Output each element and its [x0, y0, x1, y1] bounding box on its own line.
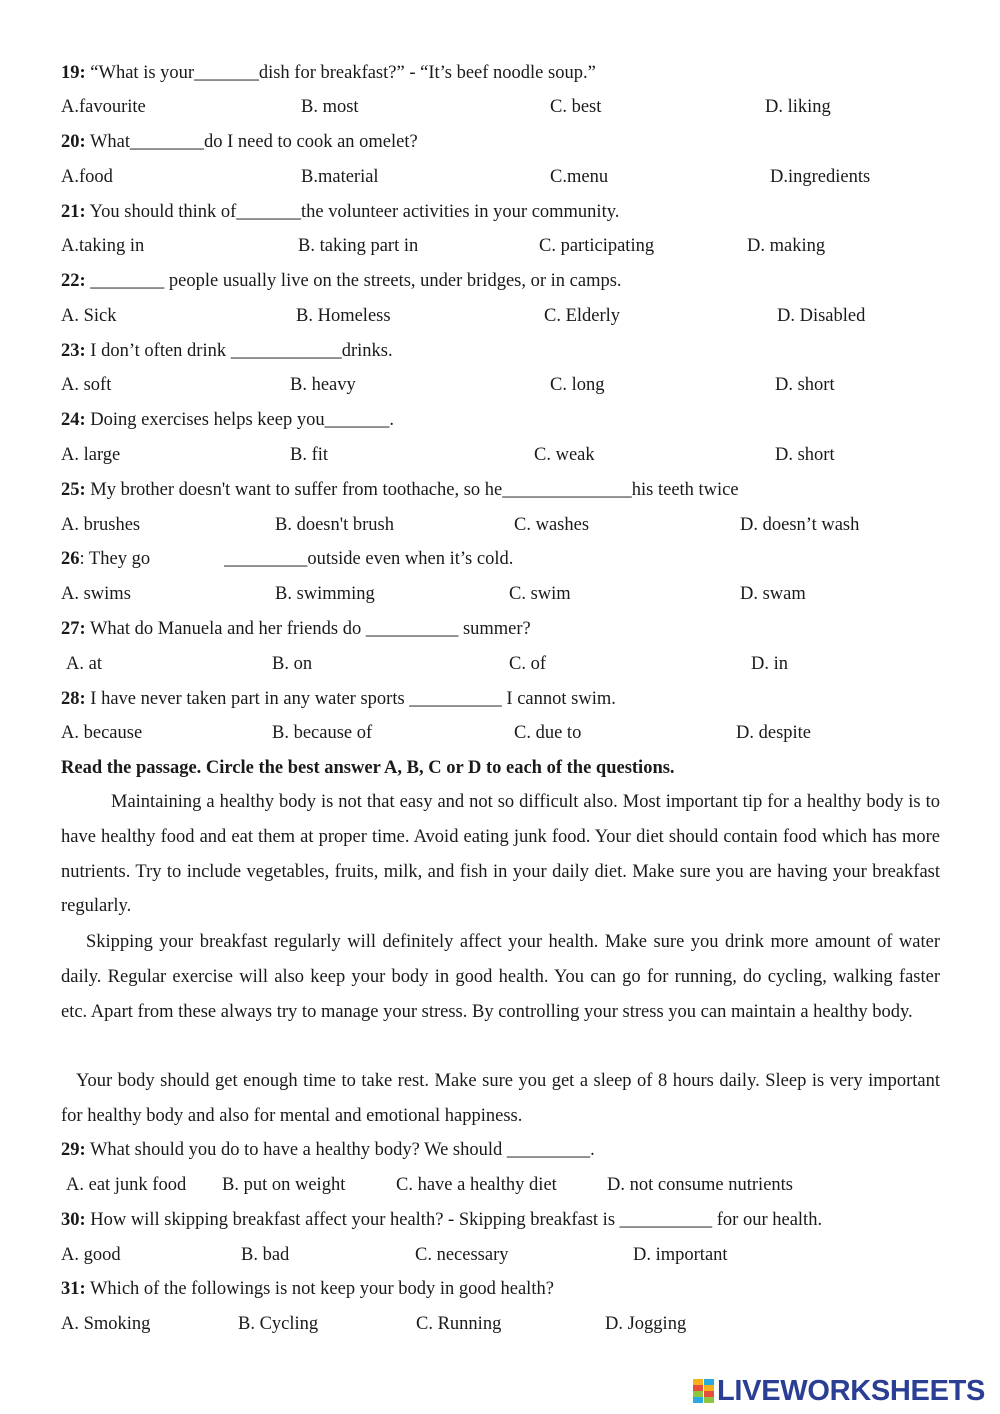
option-a[interactable]: A. because: [61, 723, 143, 743]
option-a[interactable]: A. good: [61, 1245, 121, 1265]
question-number: 28:: [61, 689, 86, 709]
question-stem: What________do I need to cook an omelet?: [85, 132, 418, 152]
option-c[interactable]: C. best: [550, 97, 602, 117]
option-d[interactable]: D. swam: [740, 584, 806, 604]
option-b[interactable]: B. Cycling: [238, 1314, 319, 1334]
option-b[interactable]: B. taking part in: [298, 236, 419, 256]
option-b[interactable]: B. swimming: [275, 584, 375, 604]
question-stem: : They go _________outside even when it’s cold.: [79, 549, 514, 569]
question-number: 21:: [61, 202, 86, 222]
option-b[interactable]: B. heavy: [290, 375, 356, 395]
option-c[interactable]: C. long: [550, 375, 605, 395]
question-number: 26: [61, 549, 80, 569]
question-stem: What do Manuela and her friends do __________ summer?: [85, 619, 531, 639]
option-d[interactable]: D. short: [775, 445, 835, 465]
option-a[interactable]: A.taking in: [61, 236, 145, 256]
passage-paragraph-2: Skipping your breakfast regularly will definitely affect your health. Make sure you drink more amount of water daily. Regular exercise will also keep your body in good health. You can go for running, do cycling, walking faster etc. Apart from these always try to manage your stress. By controlling your stress you can maintain a healthy body.: [61, 932, 940, 1022]
question-number: 31:: [61, 1279, 86, 1299]
option-c[interactable]: C. Elderly: [544, 306, 621, 326]
liveworksheets-logo: [693, 1374, 985, 1408]
passage-paragraph-1: Maintaining a healthy body is not that easy and not so difficult also. Most important tip for a healthy body is to have healthy food and eat them at proper time. Avoid eating junk food. Your diet should contain food which has more nutrients. Try to include vegetables, fruits, milk, and fish in your daily diet. Make sure you are having your breakfast regularly.: [61, 792, 940, 917]
question-stem: How will skipping breakfast affect your health? - Skipping breakfast is __________ for our health.: [85, 1210, 823, 1230]
question-28: [61, 682, 941, 716]
option-c[interactable]: C. of: [509, 654, 546, 674]
option-d[interactable]: D.ingredients: [770, 167, 871, 187]
question-25: [61, 473, 941, 507]
reading-instruction: Read the passage. Circle the best answer A, B, C or D to each of the questions.: [61, 758, 675, 778]
option-a[interactable]: A. eat junk food: [66, 1175, 187, 1195]
option-c[interactable]: C. washes: [514, 515, 590, 535]
question-23: [61, 334, 941, 368]
option-b[interactable]: B. doesn't brush: [275, 515, 394, 535]
question-27: [61, 612, 941, 646]
option-b[interactable]: B.material: [301, 167, 379, 187]
passage-paragraph-3: Your body should get enough time to take rest. Make sure you get a sleep of 8 hours daily. Sleep is very important for healthy body and also for mental and emotional happiness.: [61, 1071, 940, 1126]
question-20: [61, 125, 941, 159]
option-d[interactable]: D. Jogging: [605, 1314, 687, 1334]
option-a[interactable]: A. swims: [61, 584, 131, 604]
options-26: [61, 577, 941, 611]
question-stem: Doing exercises helps keep you_______.: [85, 410, 394, 430]
question-number: 23:: [61, 341, 86, 361]
option-d[interactable]: D. doesn’t wash: [740, 515, 860, 535]
options-19: [61, 90, 941, 124]
option-a[interactable]: A. Sick: [61, 306, 117, 326]
option-c[interactable]: C. due to: [514, 723, 582, 743]
options-25: [61, 508, 941, 542]
option-b[interactable]: B. Homeless: [296, 306, 391, 326]
options-23: [61, 368, 941, 402]
question-stem: I don’t often drink ____________drinks.: [85, 341, 393, 361]
question-number: 27:: [61, 619, 86, 639]
option-c[interactable]: C. Running: [416, 1314, 502, 1334]
question-number: 25:: [61, 480, 86, 500]
options-29: [61, 1168, 941, 1202]
options-28: [61, 716, 941, 750]
options-31: [61, 1307, 941, 1341]
option-a[interactable]: A.food: [61, 167, 113, 187]
question-31: [61, 1272, 941, 1306]
question-stem: I have never taken part in any water sports __________ I cannot swim.: [85, 689, 616, 709]
options-22: [61, 299, 941, 333]
option-d[interactable]: D. short: [775, 375, 835, 395]
option-c[interactable]: C.menu: [550, 167, 609, 187]
option-c[interactable]: C. weak: [534, 445, 595, 465]
option-b[interactable]: B. fit: [290, 445, 329, 465]
option-a[interactable]: A. brushes: [61, 515, 141, 535]
option-c[interactable]: C. necessary: [415, 1245, 509, 1265]
option-a[interactable]: A. at: [66, 654, 102, 674]
question-stem: What should you do to have a healthy body? We should _________.: [85, 1140, 595, 1160]
question-stem: “What is your_______dish for breakfast?” - “It’s beef noodle soup.”: [85, 63, 596, 83]
options-27: [61, 647, 941, 681]
question-24: [61, 403, 941, 437]
option-d[interactable]: D. making: [747, 236, 826, 256]
option-a[interactable]: A. Smoking: [61, 1314, 151, 1334]
option-b[interactable]: B. because of: [272, 723, 373, 743]
options-20: [61, 160, 941, 194]
options-21: [61, 229, 941, 263]
question-number: 24:: [61, 410, 86, 430]
options-24: [61, 438, 941, 472]
option-c[interactable]: C. have a healthy diet: [396, 1175, 557, 1195]
question-30: [61, 1203, 941, 1237]
liveworksheets-logo-icon: [693, 1379, 715, 1403]
option-c[interactable]: C. participating: [539, 236, 655, 256]
option-d[interactable]: D. despite: [736, 723, 812, 743]
logo-text: LIVEWORKSHEETS: [717, 1374, 986, 1407]
option-d[interactable]: D. not consume nutrients: [607, 1175, 794, 1195]
option-b[interactable]: B. most: [301, 97, 359, 117]
option-c[interactable]: C. swim: [509, 584, 571, 604]
question-stem: Which of the followings is not keep your body in good health?: [85, 1279, 554, 1299]
option-a[interactable]: A. large: [61, 445, 121, 465]
option-d[interactable]: D. liking: [765, 97, 831, 117]
question-stem: My brother doesn't want to suffer from toothache, so he______________his teeth twice: [85, 480, 739, 500]
question-stem: ________ people usually live on the streets, under bridges, or in camps.: [85, 271, 622, 291]
option-b[interactable]: B. put on weight: [222, 1175, 346, 1195]
question-number: 29:: [61, 1140, 86, 1160]
question-number: 20:: [61, 132, 86, 152]
question-29: [61, 1133, 941, 1167]
option-b[interactable]: B. bad: [241, 1245, 290, 1265]
options-30: [61, 1238, 941, 1272]
question-22: [61, 264, 941, 298]
option-d[interactable]: D. Disabled: [777, 306, 866, 326]
question-number: 19:: [61, 63, 86, 83]
option-a[interactable]: A.favourite: [61, 97, 146, 117]
option-b[interactable]: B. on: [272, 654, 313, 674]
option-d[interactable]: D. important: [633, 1245, 728, 1265]
question-26: [61, 542, 941, 576]
question-21: [61, 195, 941, 229]
option-a[interactable]: A. soft: [61, 375, 112, 395]
question-19: [61, 56, 941, 90]
question-number: 30:: [61, 1210, 86, 1230]
option-d[interactable]: D. in: [751, 654, 788, 674]
question-number: 22:: [61, 271, 86, 291]
question-stem: You should think of_______the volunteer activities in your community.: [85, 202, 620, 222]
